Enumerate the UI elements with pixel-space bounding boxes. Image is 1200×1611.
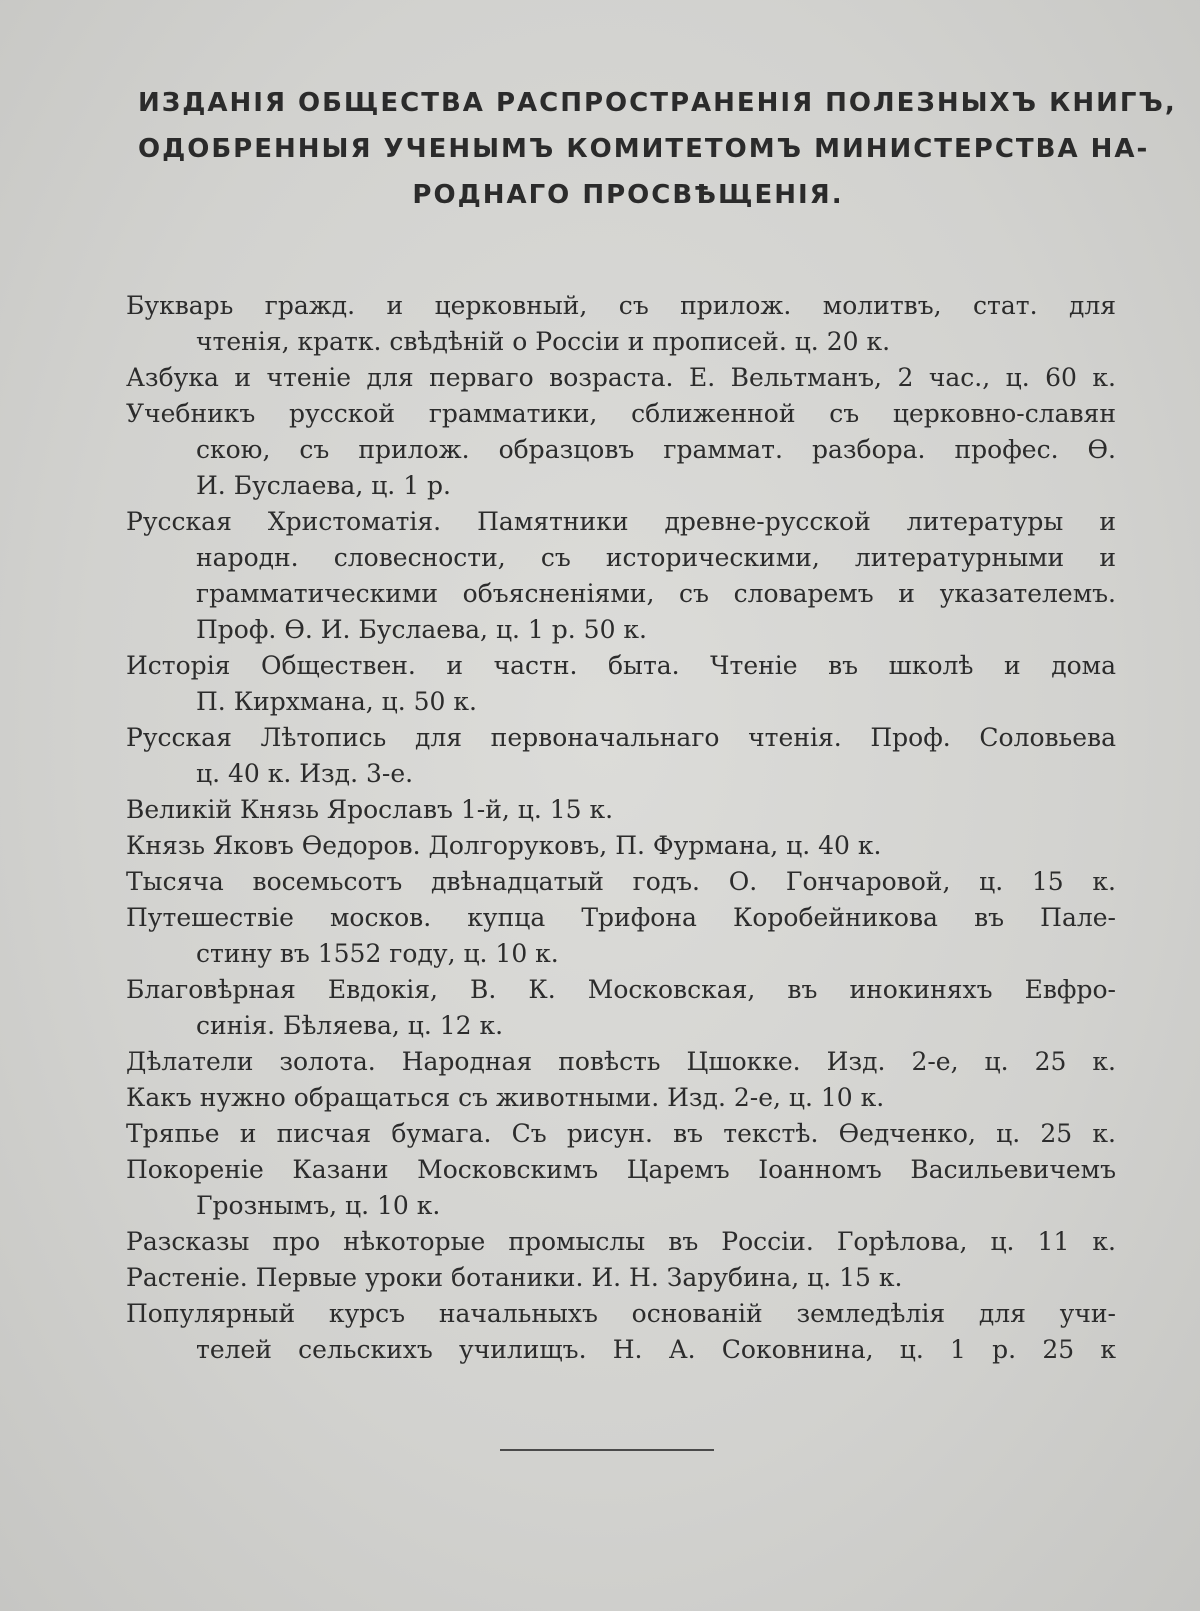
entry-line: Растеніе. Первые уроки ботаники. И. Н. Зарубина, ц. 15 к. [126, 1263, 903, 1292]
heading-line: РОДНАГО ПРОСВѢЩЕНІЯ. [412, 180, 844, 210]
list-item [126, 288, 1116, 360]
list-item [126, 864, 1116, 900]
entry-line: синія. Бѣляева, ц. 12 к. [196, 1011, 504, 1040]
entry-line: Какъ нужно обращаться съ животными. Изд. 2-е, ц. 10 к. [126, 1083, 885, 1112]
entry-line: чтенія, кратк. свѣдѣній о Россіи и прописей. ц. 20 к. [196, 327, 891, 356]
list-item [126, 1224, 1116, 1260]
list-item [126, 900, 1116, 972]
entry-line: Тысяча восемьсотъ двѣнадцатый годъ. О. Гончаровой, ц. 15 к. [126, 867, 1116, 896]
entry-line: Князь Яковъ Ѳедоров. Долгоруковъ, П. Фурмана, ц. 40 к. [126, 831, 882, 860]
list-item [126, 1152, 1116, 1224]
entry-line: Благовѣрная Евдокія, В. К. Московская, въ инокиняхъ Евфро- [126, 975, 1116, 1004]
entry-line: И. Буслаева, ц. 1 р. [196, 471, 452, 500]
list-item [126, 828, 1116, 864]
entry-line: Великій Князь Ярославъ 1-й, ц. 15 к. [126, 795, 614, 824]
entry-line: скою, съ прилож. образцовъ граммат. разбора. профес. Ѳ. [196, 435, 1116, 464]
list-item [126, 1116, 1116, 1152]
heading-line: ОДОБРЕННЫЯ УЧЕНЫМЪ КОМИТЕТОМЪ МИНИСТЕРСТВА НА- [138, 134, 1150, 164]
list-item [126, 360, 1116, 396]
entry-line: Разсказы про нѣкоторые промыслы въ Россіи. Горѣлова, ц. 11 к. [126, 1227, 1116, 1256]
list-item [126, 792, 1116, 828]
entry-line: Тряпье и писчая бумага. Съ рисун. въ текстѣ. Ѳедченко, ц. 25 к. [126, 1119, 1116, 1148]
entry-line: Покореніе Казани Московскимъ Царемъ Іоанномъ Васильевичемъ [126, 1155, 1116, 1184]
heading-line: ИЗДАНІЯ ОБЩЕСТВА РАСПРОСТРАНЕНІЯ ПОЛЕЗНЫХЪ КНИГЪ, [138, 88, 1177, 118]
entry-line: стину въ 1552 году, ц. 10 к. [196, 939, 559, 968]
entry-line: народн. словесности, съ историческими, литературными и [196, 543, 1116, 572]
list-item [126, 648, 1116, 720]
entry-line: Азбука и чтеніе для перваго возраста. Е. Вельтманъ, 2 час., ц. 60 к. [126, 363, 1116, 392]
entry-line: ц. 40 к. Изд. 3-е. [196, 759, 414, 788]
list-item [126, 1080, 1116, 1116]
entry-line: Учебникъ русской грамматики, сближенной съ церковно-славян [126, 399, 1116, 428]
list-item [126, 396, 1116, 504]
list-item [126, 504, 1116, 648]
entry-line: Исторія Обществен. и частн. быта. Чтеніе въ школѣ и дома [126, 651, 1116, 680]
list-item [126, 1044, 1116, 1080]
entry-line: грамматическими объясненіями, съ словаремъ и указателемъ. [196, 579, 1116, 608]
entry-line: Проф. Ѳ. И. Буслаева, ц. 1 р. 50 к. [196, 615, 647, 644]
list-item [126, 720, 1116, 792]
entry-line: телей сельскихъ училищъ. Н. А. Соковнина, ц. 1 р. 25 к [196, 1335, 1116, 1364]
list-item [126, 1260, 1116, 1296]
publication-list [126, 288, 1116, 1368]
entry-line: Грознымъ, ц. 10 к. [196, 1191, 441, 1220]
entry-line: Путешествіе москов. купца Трифона Коробейникова въ Пале- [126, 903, 1116, 932]
entry-line: П. Кирхмана, ц. 50 к. [196, 687, 477, 716]
entry-line: Дѣлатели золота. Народная повѣсть Цшокке. Изд. 2-е, ц. 25 к. [126, 1047, 1116, 1076]
list-item [126, 1296, 1116, 1368]
entry-line: Русская Лѣтопись для первоначальнаго чтенія. Проф. Соловьева [126, 723, 1116, 752]
entry-line: Популярный курсъ начальныхъ основаній земледѣлія для учи- [126, 1299, 1116, 1328]
entry-line: Букварь гражд. и церковный, съ прилож. молитвъ, стат. для [126, 291, 1116, 320]
entry-line: Русская Христоматія. Памятники древне-русской литературы и [126, 507, 1116, 536]
page-heading [138, 80, 1177, 218]
list-item [126, 972, 1116, 1044]
divider-rule [500, 1449, 714, 1451]
